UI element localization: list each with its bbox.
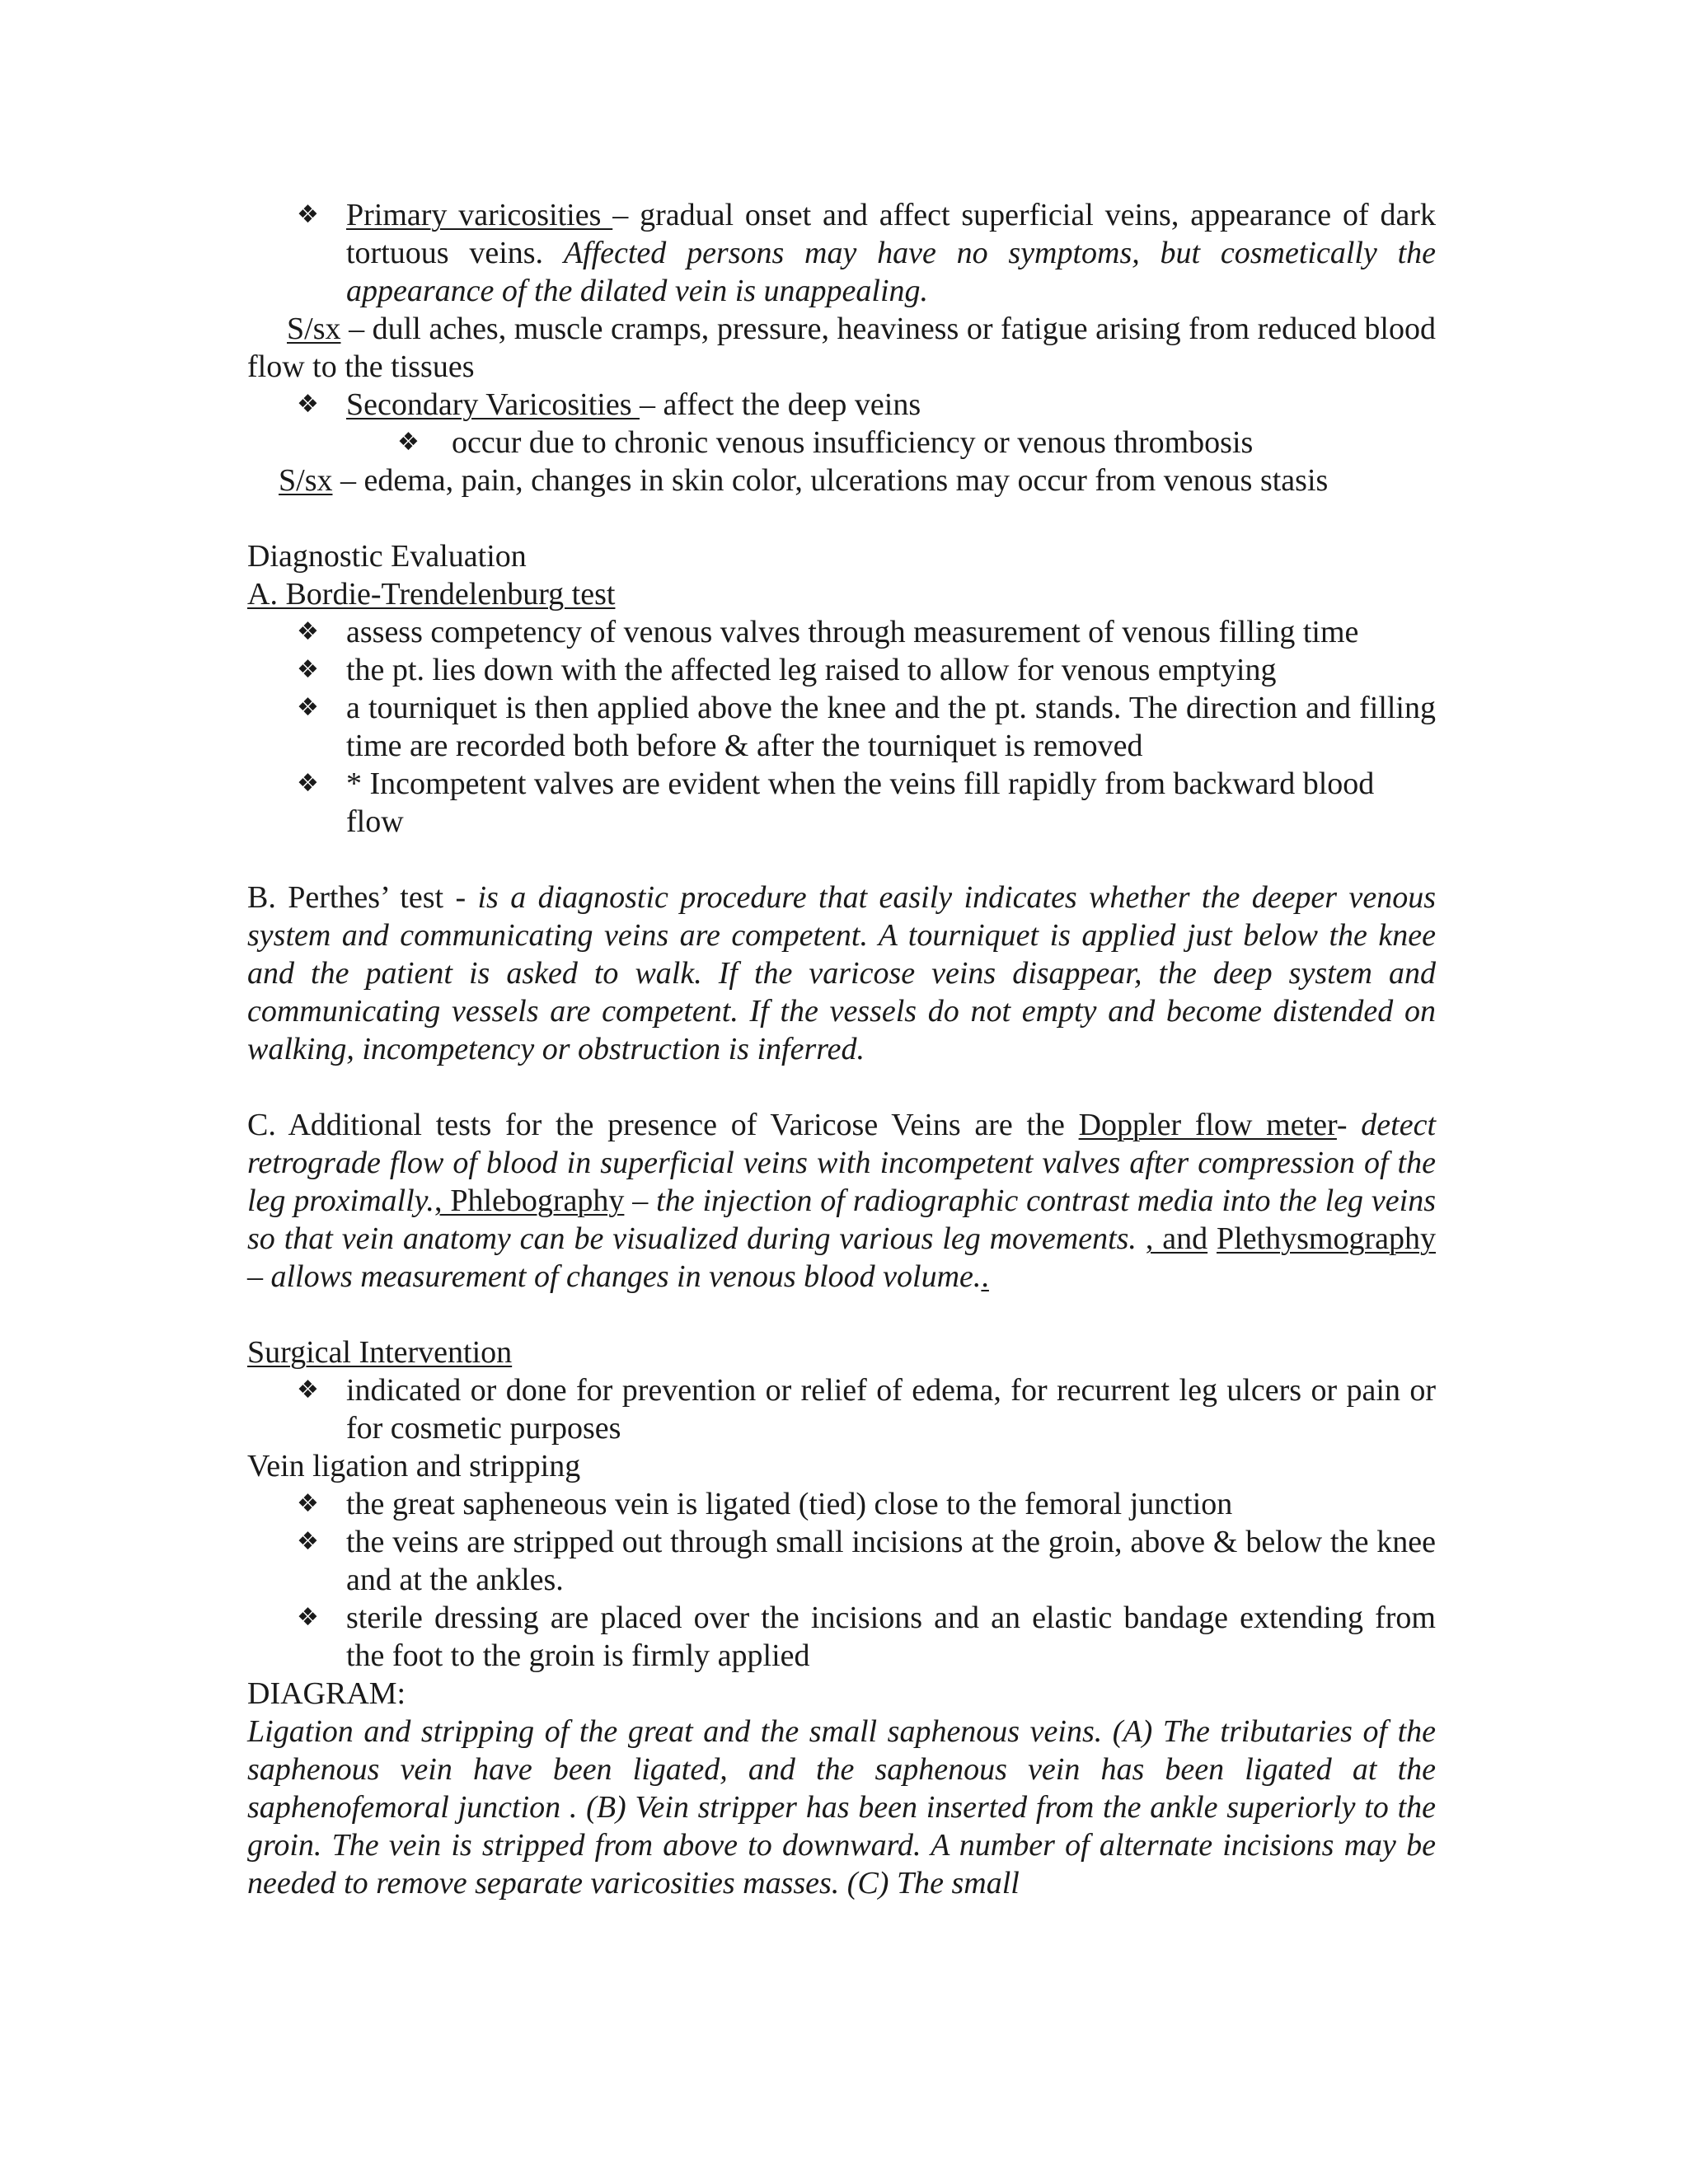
diagram-label: DIAGRAM: bbox=[247, 1676, 406, 1711]
a-item-2: ❖ the pt. lies down with the affected leg raised to allow for venous emptying bbox=[297, 653, 1277, 687]
a-item-3: ❖ a tourniquet is then applied above the knee and the pt. stands. The direction and filling time are recorded both before & after the tourniquet is removed bbox=[297, 691, 1436, 763]
sx1-text: – dull aches, muscle cramps, pressure, heaviness or fatigue arising from reduced blood flow to the tissues bbox=[247, 312, 1436, 384]
diamond-bullet-icon: ❖ bbox=[397, 428, 420, 457]
surgical-heading: Surgical Intervention bbox=[247, 1335, 513, 1370]
primary-varicosities-item bbox=[247, 196, 1436, 310]
secondary-varicosities-item bbox=[247, 386, 1436, 424]
diamond-bullet-icon: ❖ bbox=[297, 1603, 319, 1632]
doppler-label: Doppler flow meter bbox=[1078, 1108, 1337, 1142]
document-page bbox=[247, 196, 1436, 1902]
perthes-lead: B. Perthes’ test - bbox=[247, 880, 478, 915]
secondary-label: Secondary Varicosities bbox=[346, 387, 640, 422]
bordie-trendelenburg-title: A. Bordie-Trendelenburg test bbox=[247, 577, 616, 612]
secondary-subitem bbox=[247, 424, 1436, 462]
diamond-bullet-icon: ❖ bbox=[297, 693, 319, 722]
diamond-bullet-icon: ❖ bbox=[297, 617, 319, 646]
diagram-caption: Ligation and stripping of the great and the small saphenous veins. (A) The tributaries of the saphenous vein have been ligated, and the saphenous vein has been ligated at the saphenofemoral junction . (B) Vein stripper has been inserted from the ankle superiorly to the groin. The vein is stripped from above to downward. A number of alternate incisions may be needed to remove separate varicosities masses. (C) The small bbox=[247, 1714, 1436, 1900]
sx2-label: S/sx bbox=[279, 463, 333, 498]
diamond-bullet-icon: ❖ bbox=[297, 1376, 319, 1404]
phlebography-label: , Phlebography bbox=[434, 1183, 625, 1218]
plethysmography-label: Plethysmography bbox=[1217, 1221, 1436, 1256]
sx1-label: S/sx bbox=[287, 312, 341, 346]
vein-item-2: ❖ the veins are stripped out through small incisions at the groin, above & below the knee and at the ankles. bbox=[297, 1525, 1436, 1597]
diamond-bullet-icon: ❖ bbox=[297, 200, 319, 229]
diamond-bullet-icon: ❖ bbox=[297, 769, 319, 798]
vein-item-3: ❖ sterile dressing are placed over the incisions and an elastic bandage extending from the foot to the groin is firmly applied bbox=[297, 1601, 1436, 1673]
diamond-bullet-icon: ❖ bbox=[297, 1489, 319, 1518]
diamond-bullet-icon: ❖ bbox=[297, 1527, 319, 1556]
sx2-paragraph bbox=[247, 462, 1436, 499]
primary-label: Primary varicosities bbox=[346, 198, 613, 232]
diagnostic-heading: Diagnostic Evaluation bbox=[247, 539, 527, 574]
primary-text: – gradual onset and affect superficial veins, appearance of dark tortuous veins. bbox=[346, 198, 1436, 270]
surgical-item: ❖ indicated or done for prevention or relief of edema, for recurrent leg ulcers or pain or for cosmetic purposes bbox=[297, 1373, 1436, 1446]
vein-item-1: ❖ the great sapheneous vein is ligated (tied) close to the femoral junction bbox=[297, 1487, 1233, 1521]
additional-tests-paragraph: C. Additional tests for the presence of Varicose Veins are the Doppler flow meter- detect retrograde flow of blood in superficial veins with incompetent valves after compression of the leg proximally., Phlebography – the injection of radiographic contrast media into the leg veins so that vein anatomy can be visualized during various leg movements. , and Plethysmography – allows measurement of changes in venous blood volume.. bbox=[247, 1108, 1437, 1294]
a-item-1: ❖ assess competency of venous valves through measurement of venous filling time bbox=[297, 615, 1359, 649]
perthes-text: is a diagnostic procedure that easily indicates whether the deeper venous system and communicating veins are competent. A tourniquet is applied just below the knee and the patient is asked to walk. If the varicose veins disappear, the deep system and communicating vessels are competent. If the vessels do not empty and become distended on walking, incompetency or obstruction is inferred. bbox=[247, 880, 1436, 1066]
primary-italic: Affected persons may have no symptoms, but cosmetically the appearance of the dilated vein is unappealing. bbox=[346, 236, 1436, 308]
perthes-paragraph bbox=[247, 879, 1436, 1068]
secondary-text: – affect the deep veins bbox=[640, 387, 921, 422]
sx2-text: – edema, pain, changes in skin color, ulcerations may occur from venous stasis bbox=[332, 463, 1329, 498]
secondary-sub-text: occur due to chronic venous insufficiency or venous thrombosis bbox=[452, 425, 1254, 460]
a-item-4: ❖ * Incompetent valves are evident when the veins fill rapidly from backward blood flow bbox=[297, 766, 1375, 839]
vein-ligation-heading: Vein ligation and stripping bbox=[247, 1449, 581, 1483]
diamond-bullet-icon: ❖ bbox=[297, 655, 319, 684]
diamond-bullet-icon: ❖ bbox=[297, 390, 319, 419]
sx1-paragraph bbox=[247, 310, 1436, 386]
